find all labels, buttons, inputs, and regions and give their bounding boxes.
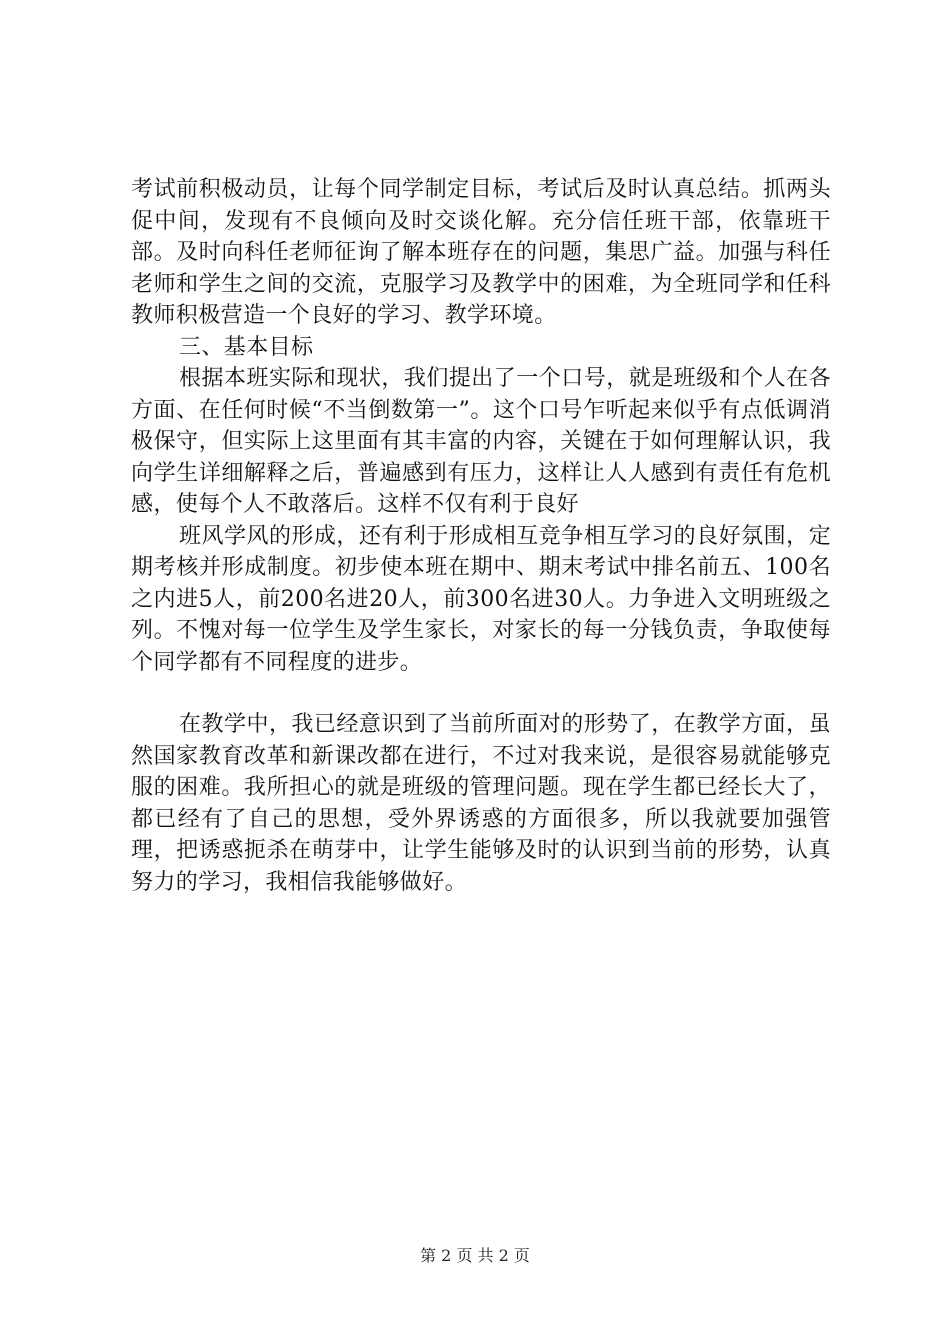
page-number-footer: 第 2 页 共 2 页 — [420, 1246, 530, 1265]
paragraph-targets: 班风学风的形成，还有利于形成相互竞争相互学习的良好氛围，定期考核并形成制度。初步使本班在期中、期末考试中排名前五、100名之内进5人，前200名进20人，前300名进30人。力争进入文明班级之列。不愧对每一位学生及学生家长，对家长的每一分钱负责，争取使每个同学都有不同程度的进步。 — [131, 523, 831, 675]
section-heading-basic-goals: 三、基本目标 — [179, 334, 314, 360]
paragraph-slogan: 根据本班实际和现状，我们提出了一个口号，就是班级和个人在各方面、在任何时候“不当倒数第一”。这个口号乍听起来似乎有点低调消极保守，但实际上这里面有其丰富的内容，关键在于如何理解认识，我向学生详细解释之后，普遍感到有压力，这样让人人感到有责任有危机感，使每个人不敢落后。这样不仅有利于良好 — [131, 366, 831, 517]
paragraph-classroom-measures: 考试前积极动员，让每个同学制定目标，考试后及时认真总结。抓两头促中间，发现有不良倾向及时交谈化解。充分信任班干部，依靠班干部。及时向科任老师征询了解本班存在的问题，集思广益。加强与科任老师和学生之间的交流，克服学习及教学中的困难，为全班同学和任科教师积极营造一个良好的学习、教学环境。 — [131, 177, 831, 328]
paragraph-spacer — [131, 678, 831, 709]
paragraph-teaching-reflection: 在教学中，我已经意识到了当前所面对的形势了，在教学方面，虽然国家教育改革和新课改都在进行，不过对我来说，是很容易就能够克服的困难。我所担心的就是班级的管理问题。现在学生都已经长大了，都已经有了自己的思想，受外界诱惑的方面很多，所以我就要加强管理，把诱惑扼杀在萌芽中，让学生能够及时的认识到当前的形势，认真努力的学习，我相信我能够做好。 — [131, 712, 831, 895]
document-body — [131, 174, 831, 898]
